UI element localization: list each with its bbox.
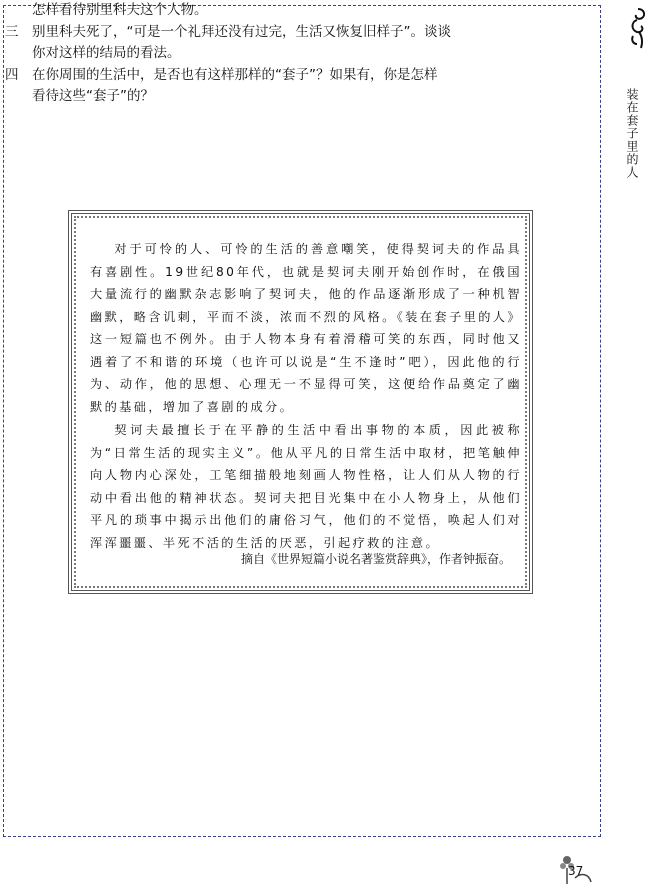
question-continuation [5,0,208,21]
ornament-icon [627,6,649,54]
question-line: 怎样看待别里科夫这个人物。 [32,2,208,18]
question-3 [5,22,451,64]
question-line: 你对这样的结局的看法。 [32,45,181,61]
excerpt-paragraph: 契诃夫最擅长于在平静的生活中看出事物的本质，因此被称为“日常生活的现实主义”。他从平凡的日常生活中取材，把笔触伸向人物内心深处，工笔细描般地刻画人物性格，让人们从人物的行动中看出他的精神状态。契诃夫把目光集中在小人物身上，从他们平凡的琐事中揭示出他们的庸俗习气，他们的不觉悟，唤起人们对浑浑噩噩、半死不活的生活的厌恶，引起疗救的注意。 [90,423,522,550]
question-number: 三 [5,24,19,40]
excerpt-box [68,210,533,594]
question-line: 看待这些“套子”的？ [32,88,154,104]
chapter-side-title: 装在套子里的人 [625,88,639,179]
question-4 [5,65,438,107]
page-number: 37 [568,864,584,878]
question-line: 别里科夫死了，“可是一个礼拜还没有过完，生活又恢复旧样子”。谈谈 [32,24,451,40]
question-line: 在你周围的生活中，是否也有这样那样的“套子”？如果有，你是怎样 [32,67,438,83]
excerpt-paragraph: 对于可怜的人、可怜的生活的善意嘲笑，使得契诃夫的作品具有喜剧性。19世纪80年代，也就是契诃夫刚开始创作时，在俄国大量流行的幽默杂志影响了契诃夫，他的作品逐渐形成了一种机智幽默，略含讥刺，平而不淡，浓而不烈的风格。《装在套子里的人》这一短篇也不例外。由于人物本身有着滑稽可笑的东西，同时他又遇着了不和谐的环境（也许可以说是“生不逢时”吧），因此他的行为、动作，他的思想、心理无一不显得可笑，这便给作品奠定了幽默的基础，增加了喜剧的成分。 [90,242,522,414]
question-number: 四 [5,67,19,83]
excerpt-source: 摘自《世界短篇小说名著鉴赏辞典》，作者钟振奋。 [240,552,511,566]
